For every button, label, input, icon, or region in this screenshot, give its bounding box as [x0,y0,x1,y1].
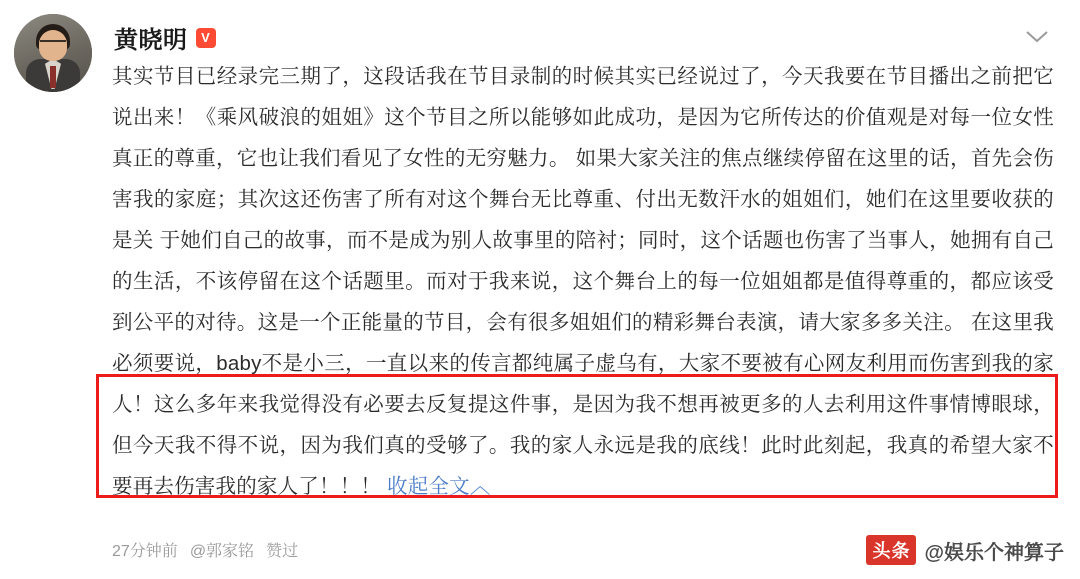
liked-label: 赞过 [266,543,299,560]
collapse-text-link[interactable]: 收起全文︿ [387,475,491,498]
post-header [114,20,216,55]
chevron-down-icon[interactable] [1022,26,1052,46]
avatar[interactable] [14,14,92,92]
post-paragraph-2: 在这里我必须要说，baby不是小三，一直以来的传言都纯属子虚乌有，大家不要被有心网友利用而伤害到我的家人！这么多年来我觉得没有必要去反复提这件事，是因为我不想再被更多的人去利用这件事情博眼球，但今天我不得不说，因为我们真的受够了。我的家人永远是我的底线！此时此刻起，我真的希望大家不要再去伤害我的家人了！！！ [112,311,1054,498]
avatar-tie [50,66,56,88]
post-paragraph-1: 其实节目已经录完三期了，这段话我在节目录制的时候其实已经说过了，今天我要在节目播出之前把它说出来！《乘风破浪的姐姐》这个节目之所以能够如此成功，是因为它所传达的价值观是对每一位女性真正的尊重，它也让我们看见了女性的无穷魅力。 如果大家关注的焦点继续停留在这里的话，首先会伤害我的家庭；其次这还伤害了所有对这个舞台无比尊重、付出无数汗水的姐姐们，她们在这里要收获的是关 于她们自己的故事，而不是成为别人故事里的陪衬；同时，这个话题也伤害了当事人，她拥有自己的生活，不该停留在这个话题里。而对于我来说，这个舞台上的每一位姐姐都是值得尊重的，都应该受到公平的对待。这是一个正能量的节目，会有很多姐姐们的精彩舞台表演，请大家多多关注。 [112,65,1054,334]
post-footer [112,538,298,561]
verified-badge-icon: V [196,28,216,48]
avatar-glasses [40,40,66,48]
watermark [866,535,1064,565]
post-content [112,56,1054,507]
post-timestamp: 27分钟前 [112,543,178,560]
avatar-image [14,14,92,92]
toutiao-logo-icon: 头条 [866,535,916,565]
watermark-text: @娱乐个神算子 [924,541,1064,564]
author-name[interactable]: 黄晓明 [114,27,188,54]
mention-user[interactable]: @郭家铭 [189,543,255,560]
